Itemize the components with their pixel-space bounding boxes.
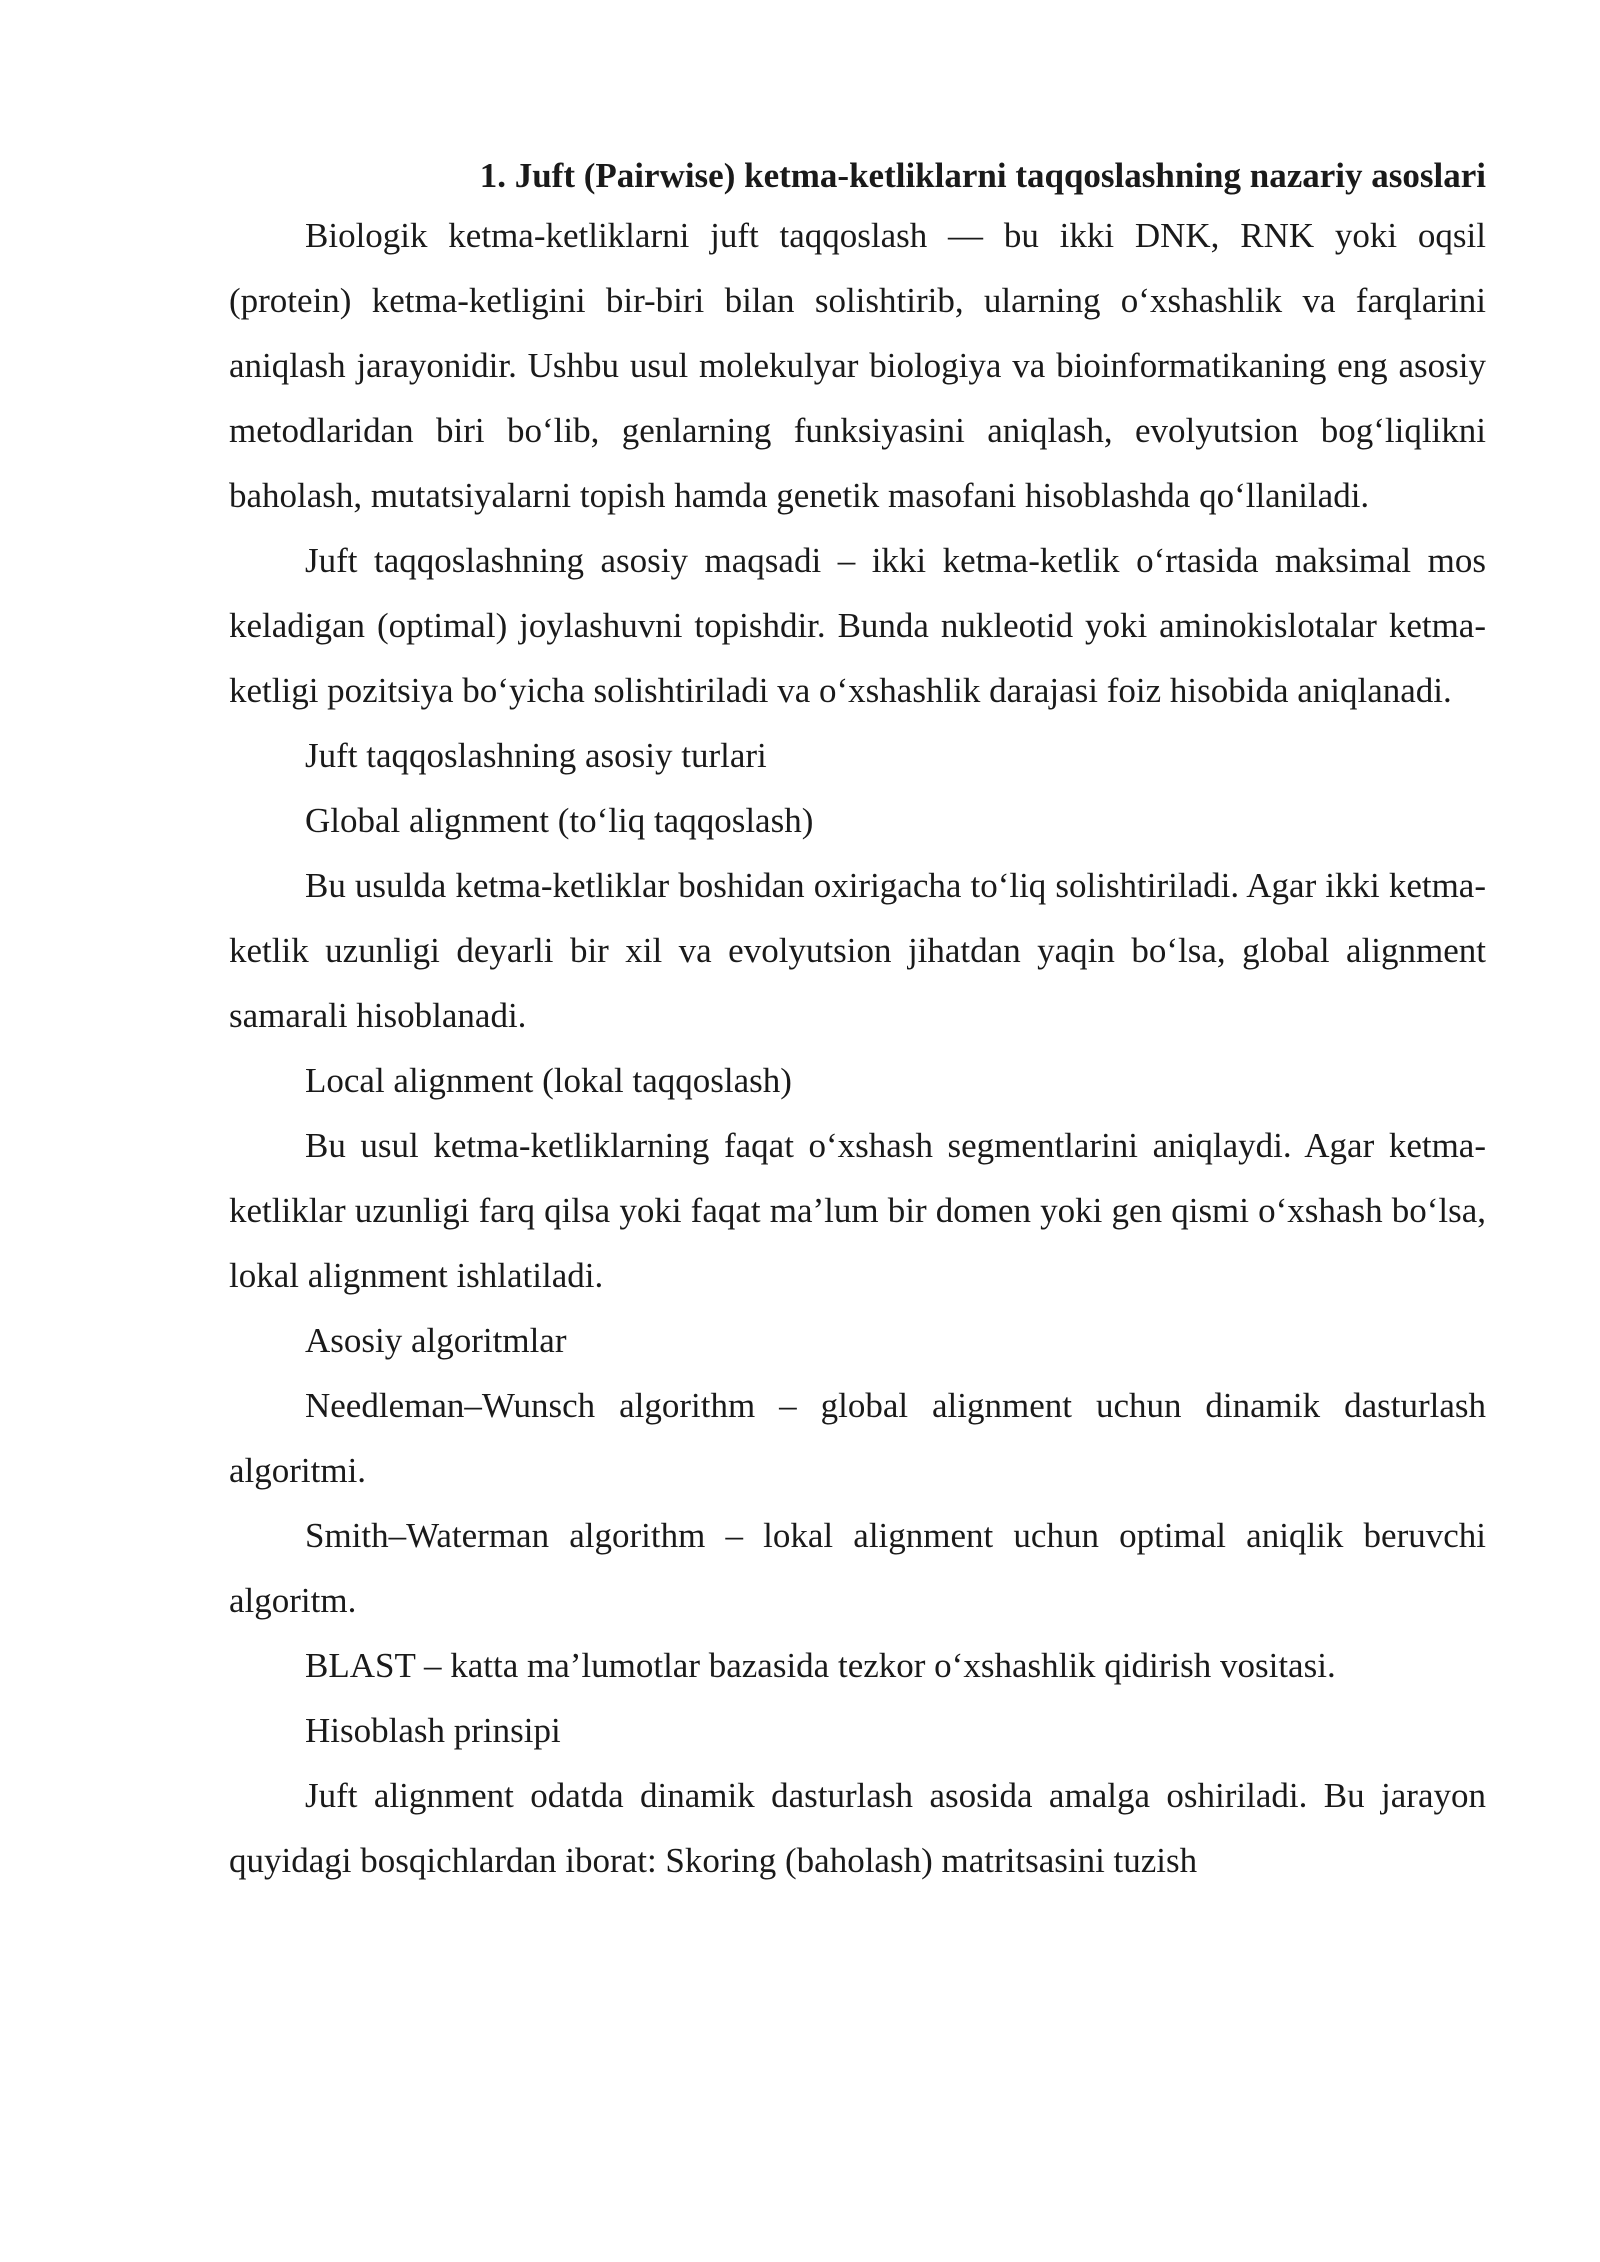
subheading-global-alignment: Global alignment (to‘liq taqqoslash) [305,801,814,840]
paragraph-global-alignment: Bu usulda ketma-ketliklar boshidan oxirigacha to‘liq solishtiriladi. Agar ikki ketma-ketlik uzunligi deyarli bir xil va evolyutsion jihatdan yaqin bo‘lsa, global alignment samarali hisoblanadi. [229,866,1486,1035]
subheading-local-alignment: Local alignment (lokal taqqoslash) [305,1061,792,1100]
paragraph-needleman-wunsch: Needleman–Wunsch algorithm – global alignment uchun dinamik dasturlash algoritmi. [229,1386,1486,1490]
paragraph-computation: Juft alignment odatda dinamik dasturlash asosida amalga oshiriladi. Bu jarayon quyidagi bosqichlardan iborat: Skoring (baholash) matritsasini tuzish [229,1776,1486,1880]
subheading-algorithms: Asosiy algoritmlar [305,1321,567,1360]
paragraph-goal: Juft taqqoslashning asosiy maqsadi – ikki ketma-ketlik o‘rtasida maksimal mos keladigan (optimal) joylashuvni topishdir. Bunda nukleotid yoki aminokislotalar ketma-ketligi pozitsiya bo‘yicha solishtiriladi va o‘xshashlik darajasi foiz hisobida aniqlanadi. [229,541,1486,710]
paragraph-intro: Biologik ketma-ketliklarni juft taqqoslash — bu ikki DNK, RNK yoki oqsil (protein) ketma-ketligini bir-biri bilan solishtirib, ularning o‘xshashlik va farqlarini aniqlash jarayonidir. Ushbu usul molekulyar biologiya va bioinformatikaning eng asosiy metodlaridan biri bo‘lib, genlarning funksiyasini aniqlash, evolyutsion bog‘liqlikni baholash, mutatsiyalarni topish hamda genetik masofani hisoblashda qo‘llaniladi. [229,216,1486,515]
document-page [229,148,1486,1893]
subheading-types: Juft taqqoslashning asosiy turlari [305,736,767,775]
paragraph-local-alignment: Bu usul ketma-ketliklarning faqat o‘xshash segmentlarini aniqlaydi. Agar ketma-ketliklar uzunligi farq qilsa yoki faqat ma’lum bir domen yoki gen qismi o‘xshash bo‘lsa, lokal alignment ishlatiladi. [229,1126,1486,1295]
paragraph-blast: BLAST – katta ma’lumotlar bazasida tezkor o‘xshashlik qidirish vositasi. [305,1646,1336,1685]
paragraph-smith-waterman: Smith–Waterman algorithm – lokal alignment uchun optimal aniqlik beruvchi algoritm. [229,1516,1486,1620]
section-heading: 1. Juft (Pairwise) ketma-ketliklarni taqqoslashning nazariy asoslari [479,156,1486,195]
subheading-computation-principle: Hisoblash prinsipi [305,1711,561,1750]
